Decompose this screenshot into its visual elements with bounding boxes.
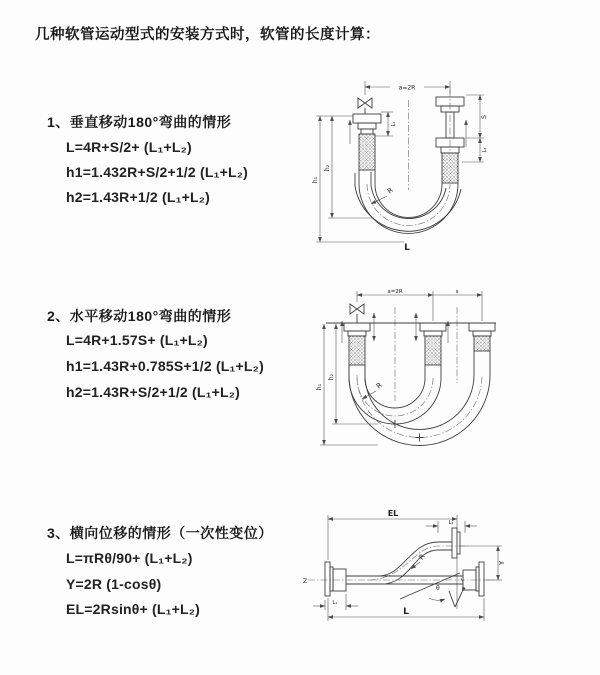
section-2-formula-L: L=4R+1.57S+ (L₁+L₂): [66, 332, 208, 348]
angle-label: θ: [436, 585, 440, 592]
diagram-lateral-displacement: [298, 505, 600, 650]
section-2-formula-h2: h2=1.43R+S/2+1/2 (L₁+L₂): [66, 384, 241, 400]
dim-label-s: s: [455, 289, 459, 295]
diagram1-labels: [312, 85, 488, 254]
dimension-lines: [320, 291, 482, 445]
centerlines: [357, 307, 482, 438]
section-2-formula-h1: h1=1.43R+0.785S+1/2 (L₁+L₂): [66, 358, 264, 374]
section-3-formula-Y: Y=2R (1-cosθ): [66, 576, 162, 592]
dim-label-l2: L₂: [448, 520, 454, 526]
diagram-horizontal-180-bend: [306, 283, 584, 468]
dim-label-h2: h₂: [324, 164, 331, 172]
dim-label-s: S: [481, 115, 488, 119]
section-1-formula-h1: h1=1.432R+S/2+1/2 (L₁+L₂): [66, 164, 248, 180]
radius-label: R: [374, 381, 384, 391]
valve-icon: [350, 304, 364, 314]
dim-label-a2r: a=2R: [387, 289, 403, 295]
length-label: L: [404, 243, 410, 253]
radius-label: R: [417, 552, 427, 562]
dim-label-h2: h₂: [328, 373, 335, 381]
dim-label-h1: h₁: [312, 176, 319, 184]
section-2-heading: 2、水平移动180°弯曲的情形: [47, 308, 232, 324]
dim-label-y: Y: [498, 560, 506, 566]
valve-icon: [358, 98, 372, 108]
length-label: L: [403, 607, 409, 617]
dim-label-a2r: a=2R: [398, 84, 416, 92]
dim-label-l1: L₁: [391, 121, 397, 127]
section-3-formula-L: L=πRθ/90+ (L₁+L₂): [66, 550, 193, 566]
dim-label-l1: L₁: [332, 600, 338, 606]
section-3-heading: 3、横向位移的情形（一次性变位）: [47, 525, 273, 541]
dim-label-h1: h₁: [316, 383, 323, 391]
page-title: 几种软管运动型式的安装方式时，软管的长度计算：: [35, 27, 380, 43]
radius-label: R: [385, 186, 395, 196]
dim-label-l2: L₂: [482, 147, 488, 153]
section-1-formula-L: L=4R+S/2+ (L₁+L₂): [66, 139, 192, 155]
diagram-vertical-180-bend: [300, 72, 570, 257]
diagram3-labels: [303, 509, 506, 617]
dim-label-el: EL: [387, 509, 399, 518]
section-3-formula-EL: EL=2Rsinθ+ (L₁+L₂): [66, 601, 201, 617]
left-centerline-mark: Z: [303, 578, 308, 585]
section-1-heading: 1、垂直移动180°弯曲的情形: [47, 114, 232, 130]
centerlines: [308, 546, 494, 580]
dimension-lines: [313, 515, 502, 621]
section-1-formula-h2: h2=1.43R+1/2 (L₁+L₂): [66, 189, 211, 205]
hose-s-bend: [325, 528, 484, 607]
